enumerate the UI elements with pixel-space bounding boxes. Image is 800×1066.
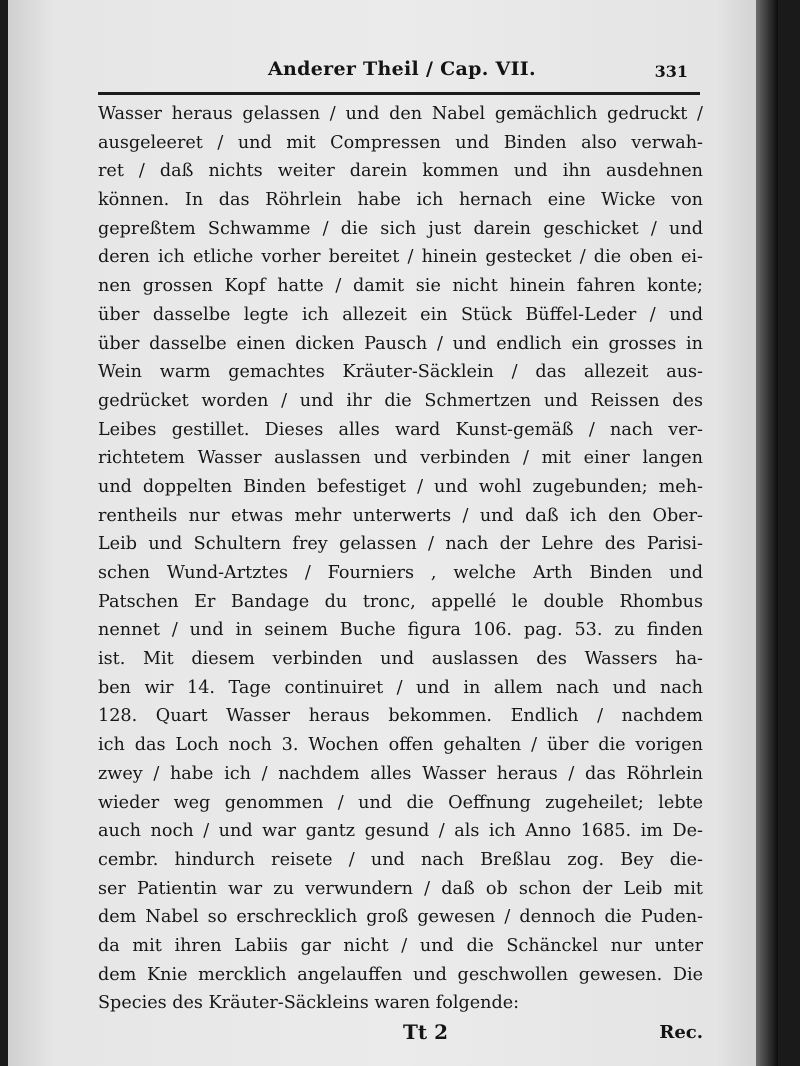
text-line: Wein warm gemachtes Kräuter-Säcklein / das allezeit aus- xyxy=(98,362,703,383)
text-line: nen grossen Kopf hatte / damit sie nicht hinein fahren konte; xyxy=(98,276,703,297)
text-line: ser Patientin war zu verwundern / daß ob schon der Leib mit xyxy=(98,878,703,899)
text-line: 128. Quart Wasser heraus bekommen. Endlich / nachdem xyxy=(98,706,703,727)
header-rule xyxy=(98,92,700,95)
text-line: Wasser heraus gelassen / und den Nabel gemächlich gedruckt / xyxy=(98,104,703,124)
text-line: dem Nabel so erschrecklich groß gewesen / dennoch die Puden- xyxy=(98,907,703,928)
text-line: gepreßtem Schwamme / die sich just darein geschicket / und xyxy=(98,218,703,239)
text-line: ben wir 14. Tage continuiret / und in allem nach und nach xyxy=(98,677,703,698)
catchword: Rec. xyxy=(659,1022,703,1043)
text-line: auch noch / und war gantz gesund / als ich Anno 1685. im De- xyxy=(98,821,703,842)
page-number: 331 xyxy=(654,62,688,81)
text-line: zwey / habe ich / nachdem alles Wasser heraus / das Röhrlein xyxy=(98,763,703,784)
text-line: ist. Mit diesem verbinden und auslassen des Wassers ha- xyxy=(98,649,703,670)
text-line: cembr. hindurch reisete / und nach Breßlau zog. Bey die- xyxy=(98,849,703,870)
text-line: Leib und Schultern frey gelassen / nach der Lehre des Parisi- xyxy=(98,534,703,555)
book-page xyxy=(8,0,778,1066)
text-line: gedrücket worden / und ihr die Schmertzen und Reissen des xyxy=(98,390,703,411)
text-line: ret / daß nichts weiter darein kommen und ihn ausdehnen xyxy=(98,161,703,182)
text-line: schen Wund-Artztes / Fourniers , welche Arth Binden und xyxy=(98,563,703,583)
body-text xyxy=(98,100,703,1018)
text-line: ich das Loch noch 3. Wochen offen gehalten / über die vorigen xyxy=(98,735,703,756)
text-line: deren ich etliche vorher bereitet / hinein gestecket / die oben ei- xyxy=(98,247,703,268)
page-edge-shadow xyxy=(756,0,778,1066)
text-line: über dasselbe legte ich allezeit ein Stück Büffel-Leder / und xyxy=(98,304,703,325)
text-line: dem Knie mercklich angelauffen und geschwollen gewesen. Die xyxy=(98,964,703,985)
text-line: richtetem Wasser auslassen und verbinden / mit einer langen xyxy=(98,448,703,469)
text-line: rentheils nur etwas mehr unterwerts / und daß ich den Ober- xyxy=(98,505,703,526)
text-line: ausgeleeret / und mit Compressen und Binden also verwah- xyxy=(98,132,703,153)
text-line: da mit ihren Labiis gar nicht / und die Schänckel nur unter xyxy=(98,935,703,956)
text-line: Patschen Er Bandage du tronc, appellé le double Rhombus xyxy=(98,591,703,612)
text-line: über dasselbe einen dicken Pausch / und endlich ein grosses in xyxy=(98,333,703,354)
text-line: Species des Kräuter-Säckleins waren folgende: xyxy=(98,993,520,1014)
signature-mark: Tt 2 xyxy=(403,1020,448,1044)
running-head: Anderer Theil / Cap. VII. xyxy=(268,58,536,80)
text-line: und doppelten Binden befestiget / und wohl zugebunden; meh- xyxy=(98,476,703,497)
text-line: können. In das Röhrlein habe ich hernach eine Wicke von xyxy=(98,190,703,211)
page-header xyxy=(268,58,688,86)
page-footer xyxy=(98,1020,703,1050)
text-line: wieder weg genommen / und die Oeffnung zugeheilet; lebte xyxy=(98,792,703,813)
text-line: Leibes gestillet. Dieses alles ward Kunst-gemäß / nach ver- xyxy=(98,419,703,440)
text-line: nennet / und in seinem Buche figura 106. pag. 53. zu finden xyxy=(98,620,703,641)
